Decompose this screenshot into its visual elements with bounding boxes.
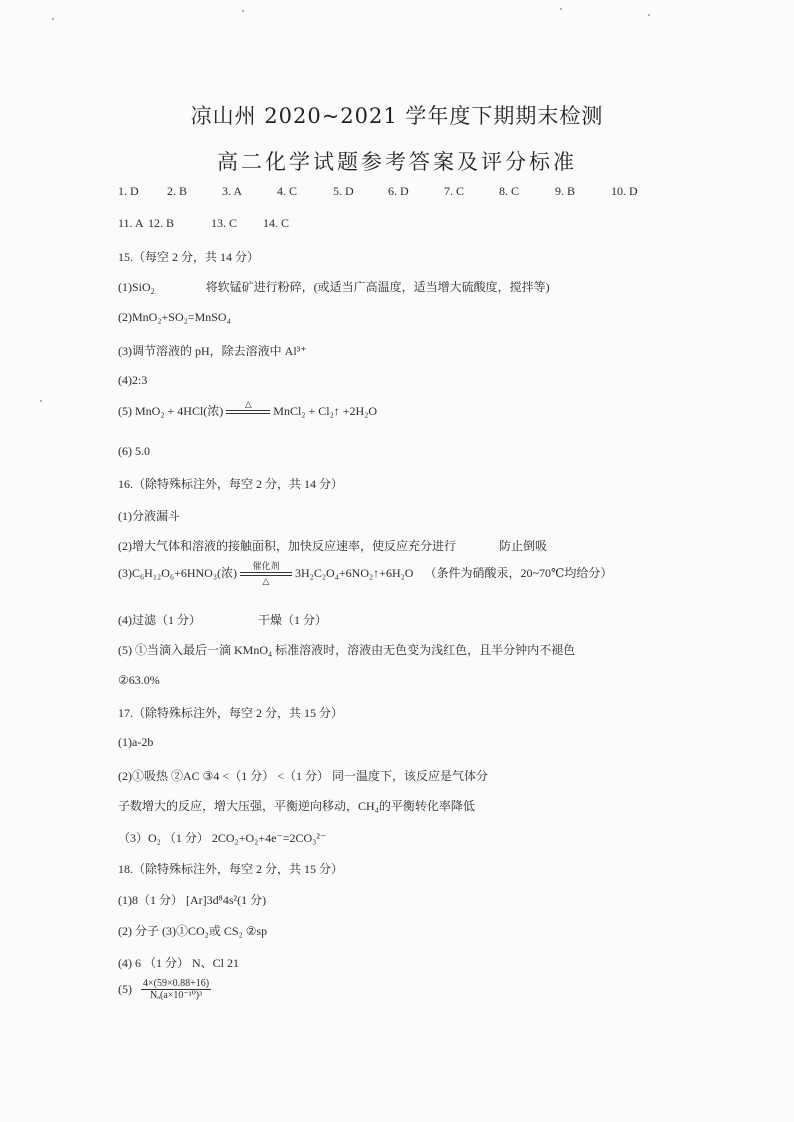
mc-answer: 1. D [118, 184, 139, 198]
mc-answers-row-1 [118, 184, 638, 199]
q16-a3-right: 3H₂C₂O₄+6NO₂↑+6H₂O [295, 565, 414, 580]
scan-speck [648, 14, 650, 16]
q15-answer-4: (4)2:3 [118, 373, 148, 387]
q17-answer-3: （3）O₂ （1 分） 2CO₂+O₂+4e⁻=2CO₃²⁻ [118, 831, 327, 845]
q16-header: 16.（除特殊标注外，每空 2 分，共 14 分） [118, 477, 344, 491]
q15-answer-2: (2)MnO₂+SO₂=MnSO₄ [118, 310, 231, 324]
q18-answer-1: (1)8（1 分） [Ar]3d⁸4s²(1 分) [118, 893, 267, 907]
scan-speck [40, 400, 42, 402]
mc-answer: 5. D [333, 184, 354, 198]
q16-answer-2 [118, 537, 547, 554]
q17-answer-2: (2)①吸热 ②AC ③4 <（1 分） <（1 分） 同一温度下，该反应是气体分 [118, 769, 488, 783]
mc-answers-row-2 [118, 216, 289, 231]
q18-header: 18.（除特殊标注外，每空 2 分，共 15 分） [118, 862, 344, 876]
mc-answer: 7. C [444, 184, 465, 198]
q16-a3-left: (3)C₆H₁₂O₆+6HNO₃(浓) [118, 565, 238, 580]
mc-answer: 3. A [222, 184, 243, 198]
equals-arrow-icon [226, 400, 270, 424]
q18-a5-label: (5) [118, 982, 132, 996]
page-subtitle: 高二化学试题参考答案及评分标准 [217, 150, 577, 174]
mc-answer: 12. B [148, 216, 175, 230]
q16-answer-5: (5) ①当滴入最后一滴 KMnO₄ 标准溶液时，溶液由无色变为浅红色，且半分钟内不褪色 [118, 643, 576, 657]
q17-header: 17.（除特殊标注外，每空 2 分，共 15 分） [118, 706, 344, 720]
mc-answer: 8. C [499, 184, 520, 198]
q16-answer-6: ②63.0% [118, 673, 160, 687]
q18-answer-2-3: (2) 分子 (3)①CO₂或 CS₂ ②sp [118, 924, 268, 938]
q15-answer-5 [118, 400, 377, 424]
mc-answer: 11. A [118, 216, 144, 230]
fraction-numerator: 4×(59×0.88+16) [143, 978, 210, 989]
q15-a1-label: (1)SiO [118, 280, 151, 294]
q17-answer-2-cont: 子数增大的反应，增大压强，平衡逆向移动，CH₄的平衡转化率降低 [118, 799, 475, 813]
mc-answer: 10. D [611, 184, 638, 198]
mc-answer: 14. C [263, 216, 290, 230]
scan-speck [242, 10, 244, 12]
fraction-expression [141, 978, 211, 1001]
mc-answer: 9. B [555, 184, 576, 198]
q15-a5-left: (5) MnO₂ + 4HCl(浓) [118, 403, 224, 418]
mc-answer: 13. C [211, 216, 238, 230]
mc-answer: 4. C [277, 184, 298, 198]
q16-answer-1: (1)分液漏斗 [118, 509, 180, 523]
q15-answer-3: (3)调节溶液的 pH，除去溶液中 Al³⁺ [118, 344, 307, 358]
q18-answer-4: (4) 6 （1 分） N、Cl 21 [118, 956, 239, 970]
q15-header: 15.（每空 2 分，共 14 分） [118, 250, 260, 264]
reaction-arrow-icon [240, 562, 292, 586]
q16-a2-extra: 防止倒吸 [499, 539, 548, 553]
q15-a1-sub: 2 [150, 287, 155, 296]
q16-a2-text: (2)增大气体和溶液的接触面积，加快反应速率，使反应充分进行 [118, 539, 456, 553]
mc-answer: 2. B [167, 184, 188, 198]
q16-answer-3 [118, 562, 612, 586]
q15-a1-note: 将软锰矿进行粉碎，(或适当广高温度，适当增大硫酸度，搅拌等) [205, 280, 550, 294]
q18-answer-5 [118, 978, 211, 1001]
q16-a4-extra: 干燥（1 分） [258, 613, 328, 627]
scan-speck [52, 18, 54, 20]
q15-answer-1 [118, 278, 550, 296]
reaction-condition: △ [244, 399, 252, 409]
page-title: 凉山州 2020~2021 学年度下期期末检测 [190, 104, 604, 128]
q15-answer-6: (6) 5.0 [118, 444, 150, 458]
mc-answer: 6. D [388, 184, 409, 198]
catalyst-label: 催化剂 [252, 561, 280, 571]
q16-a3-note: （条件为硝酸汞，20~70℃均给分） [424, 565, 613, 580]
scan-speck [560, 8, 562, 10]
q17-answer-1: (1)a-2b [118, 735, 154, 749]
q15-a5-right: MnCl₂ + Cl₂↑ +2H₂O [273, 403, 378, 418]
heat-label: △ [262, 576, 270, 586]
q16-a4-text: (4)过滤（1 分） [118, 613, 201, 627]
fraction-denominator: Nₐ(a×10⁻¹⁰)³ [150, 990, 203, 1001]
q16-answer-4 [118, 611, 327, 628]
